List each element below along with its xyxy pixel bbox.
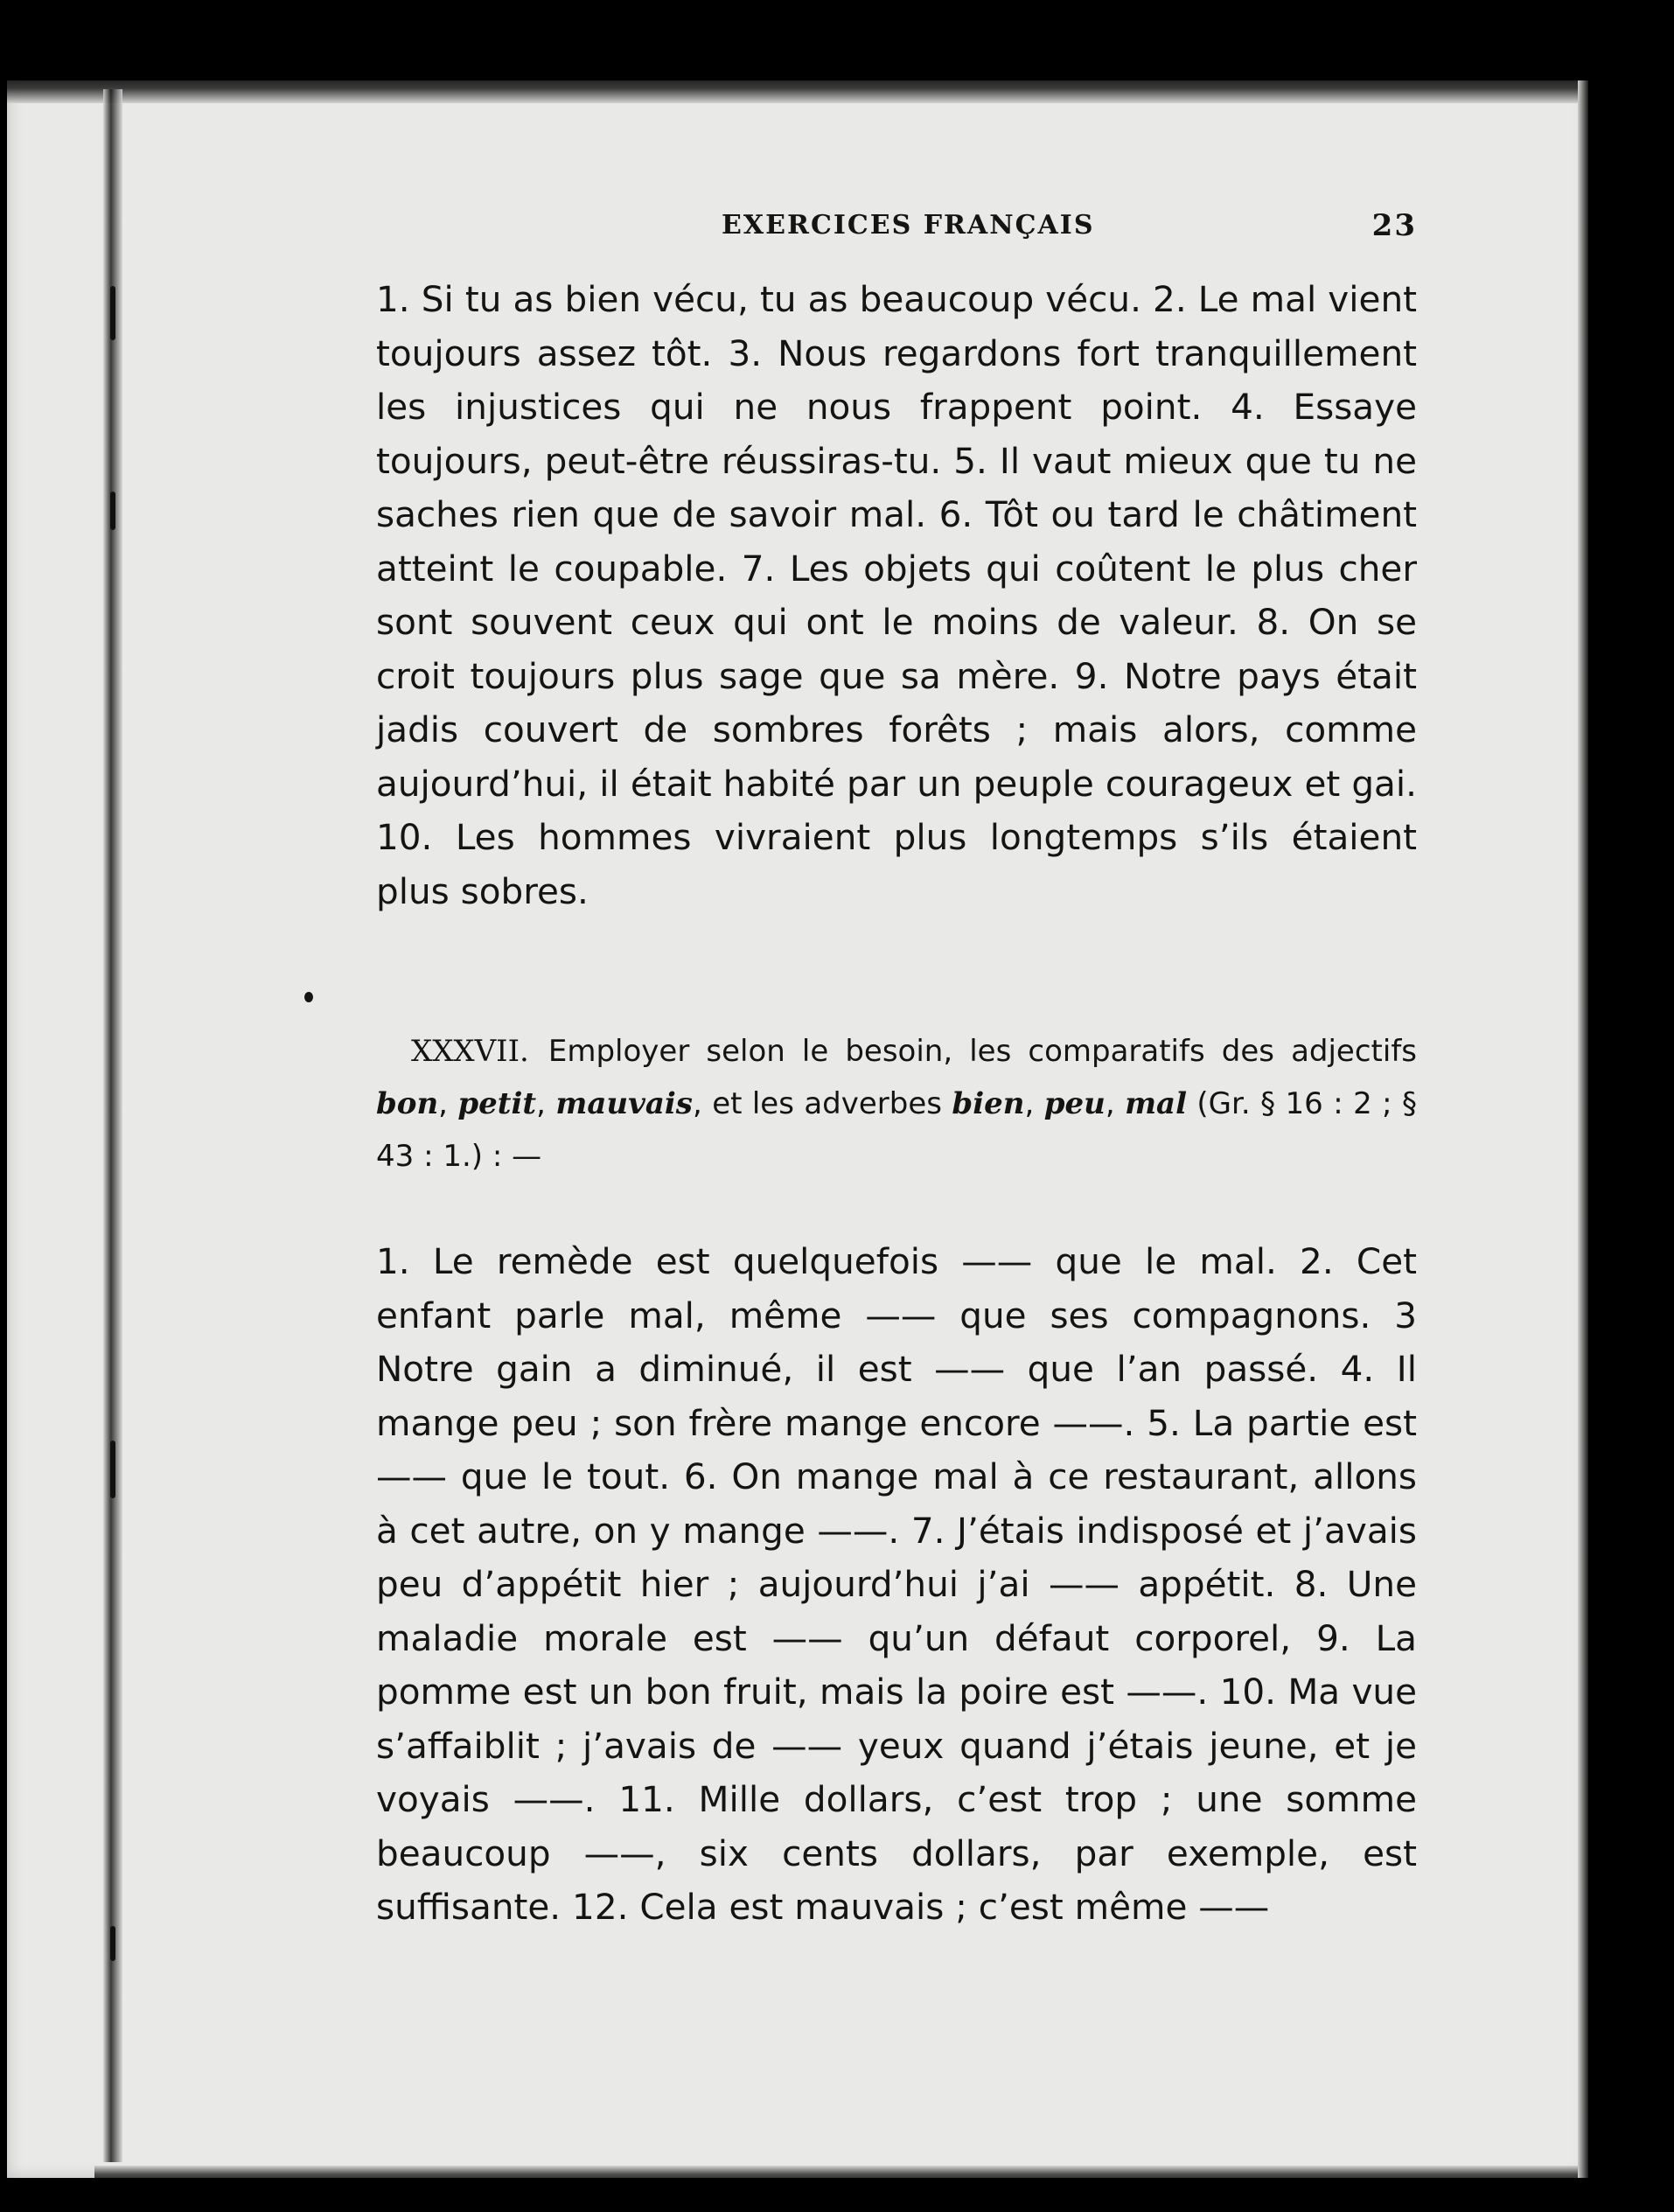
adjective-bon: bon — [376, 1086, 439, 1121]
gutter-mark — [110, 286, 115, 340]
exercise-sentences: 1. Si tu as bien vécu, tu as beaucoup vécu. 2. Le mal vient toujours assez tôt. 3. Nous regardons fort tranquillement les injustices qui ne nous frappent point. 4. Essaye toujours, peut-être réussiras-tu. 5. Il vaut mieux que tu ne saches rien que de savoir mal. 6. Tôt ou tard le châtiment atteint le coupable. 7. Les objets qui coûtent le plus cher sont souvent ceux qui ont le moins de valeur. 8. On se croit toujours plus sage que sa mère. 9. Notre pays était jadis couvert de sombres forêts ; mais alors, comme aujourd’hui, il était habité par un peuple courageux et gai. 10. Les hommes vivraient plus longtemps s’ils étaient plus sobres. — [376, 278, 1417, 912]
gutter-mark — [110, 1441, 115, 1498]
running-header — [376, 210, 1417, 254]
ink-speck — [304, 992, 313, 1002]
exercise-heading: XXXVII. Employer selon le besoin, les comparatifs des adjectifs bon, petit, mauvais, et les adverbes bien, peu, mal (Gr. § 16 : 2 ; § 43 : 1.) : — — [376, 1025, 1417, 1183]
fill-in-exercise: 1. Le remède est quelquefois —— que le mal. 2. Cet enfant parle mal, même —— que ses compagnons. 3 Notre gain a diminué, il est —— que l’an passé. 4. Il mange peu ; son frère mange encore ——. 5. La partie est —— que le tout. 6. On mange mal à ce restaurant, allons à cet autre, on y mange ——. 7. J’étais indisposé et j’avais peu d’appétit hier ; aujourd’hui j’ai —— appétit. 8. Une maladie morale est —— qu’un défaut corporel, 9. La pomme est un bon fruit, mais la poire est ——. 10. Ma vue s’affaiblit ; j’avais de —— yeux quand j’étais jeune, et je voyais ——. 11. Mille dollars, c’est trop ; une somme beaucoup ——, six cents dollars, par exemple, est suffisante. 12. Cela est mauvais ; c’est même —— — [376, 1240, 1417, 1928]
page-number: 23 — [1371, 208, 1417, 243]
adjective-mauvais: mauvais — [555, 1086, 693, 1121]
top-edge-shadow — [7, 80, 1588, 103]
running-title: EXERCICES FRANÇAIS — [722, 210, 1095, 241]
exercise-number: XXXVII. — [411, 1034, 529, 1069]
adverb-mal: mal — [1125, 1086, 1187, 1121]
right-edge-shadow — [1578, 80, 1588, 2178]
bottom-edge-shadow — [94, 2166, 1588, 2178]
gutter-mark — [110, 1926, 115, 1961]
grammar-reference: (Gr. § 16 : 2 ; § 43 : 1.) : — — [376, 1086, 1417, 1174]
gutter-mark — [110, 492, 115, 530]
adverb-peu: peu — [1043, 1086, 1106, 1121]
adjective-petit: petit — [457, 1086, 537, 1121]
binding-gutter — [103, 89, 122, 2162]
instruction-mid: et les adverbes — [712, 1086, 942, 1121]
instruction-start: Employer selon le besoin, les comparatifs des adjectifs — [548, 1034, 1417, 1069]
adverb-bien: bien — [952, 1086, 1025, 1121]
